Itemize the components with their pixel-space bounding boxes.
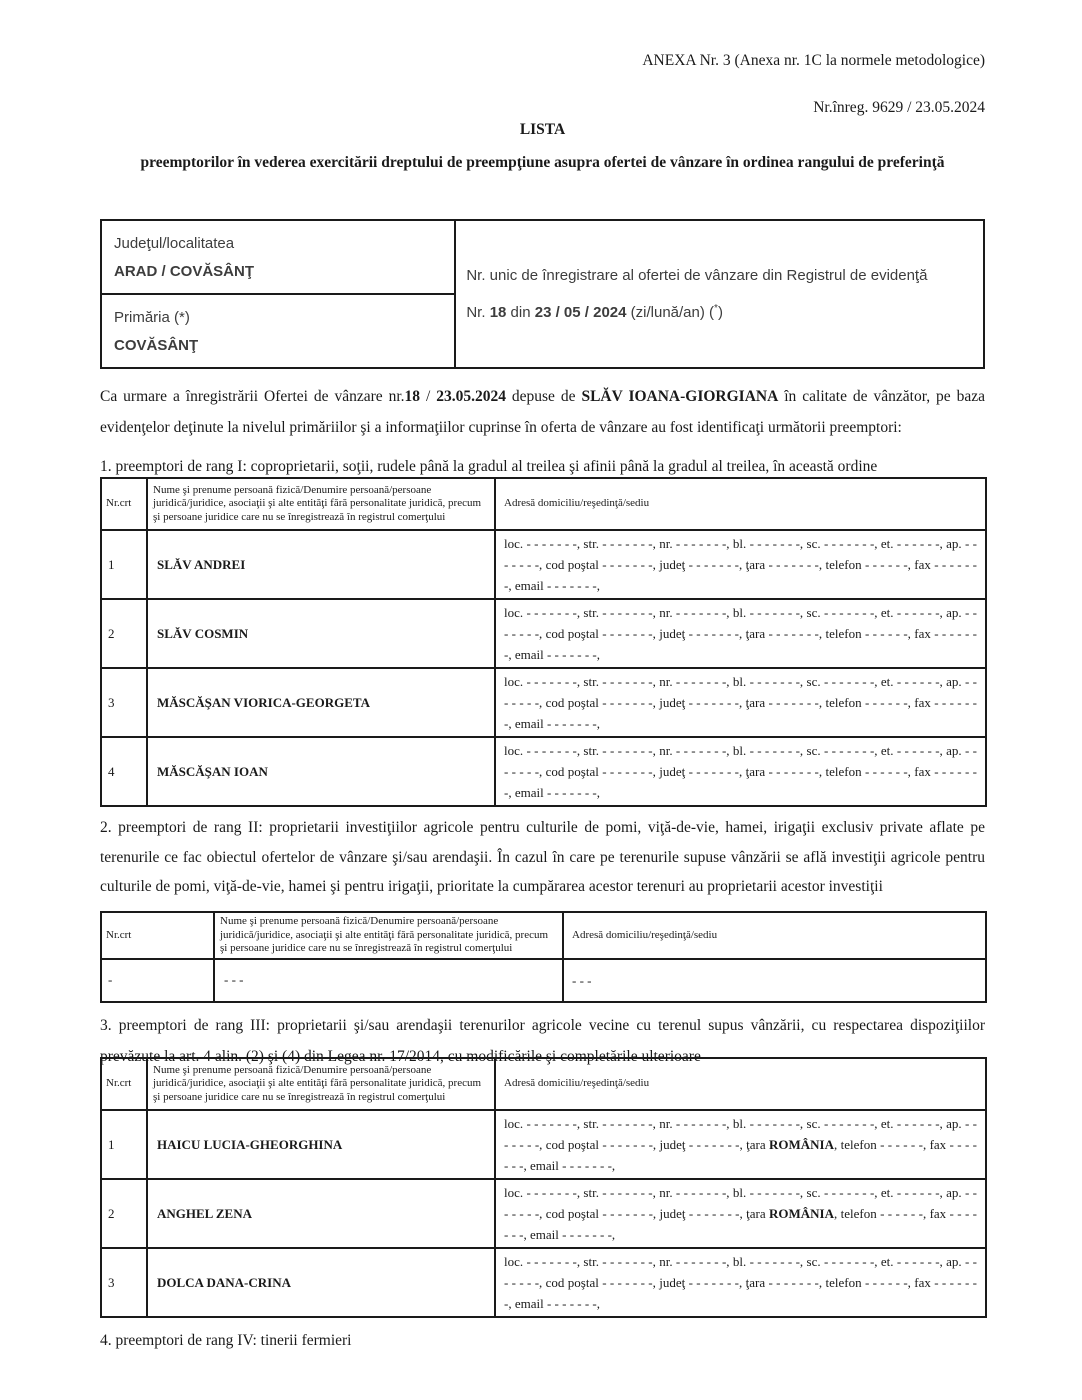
preemptor-name: DOLCA DANA-CRINA bbox=[147, 1248, 495, 1317]
nr-word: Nr. bbox=[466, 304, 486, 321]
rank2-header-row bbox=[101, 912, 986, 959]
address-country: - - - - - - - bbox=[768, 1275, 819, 1290]
rank3-table bbox=[100, 1057, 987, 1318]
offer-number: 18 bbox=[489, 304, 507, 321]
header-nr-crt: Nr.crt bbox=[101, 1058, 147, 1110]
rank3-header-row bbox=[101, 1058, 986, 1110]
row-number: 2 bbox=[101, 599, 147, 668]
address-post: , telefon - - - - - -, fax - - - - - - -, email - - - - - - -, bbox=[504, 557, 977, 593]
intro-paragraph bbox=[100, 381, 985, 443]
registration-info-table bbox=[100, 219, 985, 369]
address-pre: loc. - - - - - - -, str. - - - - - - -, nr. - - - - - - -, bl. - - - - - - -, sc. - - - - - - -, et. - - - - - -, ap. - - - - - - -, cod poştal - - - - - - -, judeţ - - - - - - -, ţara bbox=[504, 674, 977, 710]
rank1-header-row bbox=[101, 478, 986, 530]
address-post: , telefon - - - - - -, fax - - - - - - -, email - - - - - - -, bbox=[504, 764, 977, 800]
address-country: - - - - - - - bbox=[768, 695, 819, 710]
seller-name: SLĂV IOANA-GIORGIANA bbox=[581, 388, 779, 405]
section-rank3-heading: 3. preemptori de rang III: proprietarii şi/sau arendaşii terenurilor agricole vecine cu terenul supus vânzării, cu respectarea dispoziţiilor prevăzute la art. 4 alin. (2) şi (4) din Legea nr. 17/2014, cu modificările şi completările ulterioare bbox=[100, 1017, 985, 1065]
address-post: , telefon - - - - - -, fax - - - - - - -, email - - - - - - -, bbox=[504, 695, 977, 731]
intro-text-1: Ca urmare a înregistrării Ofertei de vânzare nr. bbox=[100, 388, 405, 405]
address-post: , telefon - - - - - -, fax - - - - - - -, email - - - - - - -, bbox=[504, 1137, 977, 1173]
row-number: 1 bbox=[101, 1110, 147, 1179]
row-number: 1 bbox=[101, 530, 147, 599]
din-word: din bbox=[506, 304, 535, 321]
header-address: Adresă domiciliu/reşedinţă/sediu bbox=[563, 912, 986, 959]
offer-date: 23 / 05 / 2024 bbox=[534, 304, 627, 321]
section-rank2-heading: 2. preemptori de rang II: proprietarii investiţiilor agricole pentru culturile de pomi, viţă-de-vie, hamei, irigaţii exclusiv private aflate pe terenurile ce fac obiectul ofertelor de vânzare şi/sau arendaşii. În cazul în care pe terenurile supuse vânzării se află investiţii agricole pentru culturile de pomi, viţă-de-vie, hamei şi pentru irigaţii, prioritate la cumpărarea acestor terenuri au proprietarii acestor investiţii bbox=[100, 819, 985, 895]
footnote-star: * bbox=[714, 303, 718, 314]
offer-number-line bbox=[466, 292, 969, 329]
preemptor-name: SLĂV COSMIN bbox=[147, 599, 495, 668]
row-number: 3 bbox=[101, 668, 147, 737]
intro-offer-number: 18 bbox=[404, 388, 421, 405]
address-pre: loc. - - - - - - -, str. - - - - - - -, nr. - - - - - - -, bl. - - - - - - -, sc. - - - - - - -, et. - - - - - -, ap. - - - - - - -, cod poştal - - - - - - -, judeţ - - - - - - -, ţara bbox=[504, 605, 977, 641]
preemptor-name: SLĂV ANDREI bbox=[147, 530, 495, 599]
cityhall-cell bbox=[101, 294, 455, 368]
anexa-heading: ANEXA Nr. 3 (Anexa nr. 1C la normele metodologice) bbox=[642, 52, 985, 69]
table-row bbox=[101, 737, 986, 806]
address-country: ROMÂNIA bbox=[768, 1206, 834, 1221]
address-pre: loc. - - - - - - -, str. - - - - - - -, nr. - - - - - - -, bl. - - - - - - -, sc. - - - - - - -, et. - - - - - -, ap. - - - - - - -, cod poştal - - - - - - -, judeţ - - - - - - -, ţara bbox=[504, 536, 977, 572]
intro-text-3: în calitate de vânzător, pe baza evidenţelor deţinute la nivelul primăriilor şi a informaţiilor cuprinse în oferta de vânzare au fost identificaţi următorii preemptori: bbox=[100, 388, 986, 436]
preemptor-name: MĂSCĂŞAN VIORICA-GEORGETA bbox=[147, 668, 495, 737]
table-row bbox=[101, 959, 986, 1002]
row-number: 2 bbox=[101, 1179, 147, 1248]
offer-registration-label: Nr. unic de înregistrare al ofertei de vânzare din Registrul de evidenţă bbox=[466, 267, 928, 284]
section-rank4-heading: 4. preemptori de rang IV: tinerii fermieri bbox=[100, 1332, 352, 1349]
address-post: , telefon - - - - - -, fax - - - - - - -, email - - - - - - -, bbox=[504, 626, 977, 662]
table-row bbox=[101, 1248, 986, 1317]
table-row bbox=[101, 530, 986, 599]
offer-registration-cell bbox=[455, 220, 984, 368]
intro-separator: / bbox=[420, 388, 437, 405]
registration-number-line: Nr.înreg. 9629 / 23.05.2024 bbox=[813, 99, 985, 116]
section-rank1-heading: 1. preemptori de rang I: coproprietarii, soţii, rudele până la gradul al treilea şi afinii până la gradul al treilea, în această ordine bbox=[100, 458, 878, 475]
address-country: - - - - - - - bbox=[768, 557, 819, 572]
preemptor-address: - - - bbox=[563, 959, 986, 1002]
document-subtitle: preemptorilor în vederea exercitării dreptului de preempţiune asupra ofertei de vânzare în ordinea rangului de preferinţă bbox=[140, 154, 945, 171]
preemptor-address bbox=[495, 1110, 986, 1179]
table-row bbox=[101, 599, 986, 668]
preemptor-name: ANGHEL ZENA bbox=[147, 1179, 495, 1248]
header-name: Nume şi prenume persoană fizică/Denumire persoană/persoane juridică/juridice, asociaţii şi alte entităţi fără personalitate juridică, precum şi persoane juridice care nu se înregistrează în registrul comerţului bbox=[147, 1058, 495, 1110]
county-row bbox=[101, 220, 984, 294]
address-pre: loc. - - - - - - -, str. - - - - - - -, nr. - - - - - - -, bl. - - - - - - -, sc. - - - - - - -, et. - - - - - -, ap. - - - - - - -, cod poştal - - - - - - -, judeţ - - - - - - -, ţara bbox=[504, 743, 977, 779]
address-pre: loc. - - - - - - -, str. - - - - - - -, nr. - - - - - - -, bl. - - - - - - -, sc. - - - - - - -, et. - - - - - -, ap. - - - - - - -, cod poştal - - - - - - -, judeţ - - - - - - -, ţara bbox=[504, 1254, 977, 1290]
preemptor-name: HAICU LUCIA-GHEORGHINA bbox=[147, 1110, 495, 1179]
address-pre: loc. - - - - - - -, str. - - - - - - -, nr. - - - - - - -, bl. - - - - - - -, sc. - - - - - - -, et. - - - - - -, ap. - - - - - - -, cod poştal - - - - - - -, judeţ - - - - - - -, ţara bbox=[504, 1116, 977, 1152]
preemptor-address bbox=[495, 530, 986, 599]
address-country: - - - - - - - bbox=[768, 764, 819, 779]
preemptor-name: MĂSCĂŞAN IOAN bbox=[147, 737, 495, 806]
row-number: 4 bbox=[101, 737, 147, 806]
address-country: - - - - - - - bbox=[768, 626, 819, 641]
address-pre: loc. - - - - - - -, str. - - - - - - -, nr. - - - - - - -, bl. - - - - - - -, sc. - - - - - - -, et. - - - - - -, ap. - - - - - - -, cod poştal - - - - - - -, judeţ - - - - - - -, ţara bbox=[504, 1185, 977, 1221]
header-name: Nume şi prenume persoană fizică/Denumire persoană/persoane juridică/juridice, asociaţii şi alte entităţi fără personalitate juridică, precum şi persoane juridice care nu se înregistrează în registrul comerţului bbox=[147, 478, 495, 530]
county-value: ARAD / COVĂSÂNŢ bbox=[114, 263, 255, 280]
intro-text-2: depuse de bbox=[505, 388, 582, 405]
table-row bbox=[101, 1110, 986, 1179]
preemptor-address bbox=[495, 1248, 986, 1317]
county-cell bbox=[101, 220, 455, 294]
preemptor-address bbox=[495, 737, 986, 806]
document-title: LISTA bbox=[519, 121, 566, 138]
date-format-note: (zi/lună/an) ( bbox=[626, 304, 715, 321]
intro-offer-date: 23.05.2024 bbox=[436, 388, 506, 405]
paren-close: ) bbox=[717, 304, 723, 321]
header-address: Adresă domiciliu/reşedinţă/sediu bbox=[495, 1058, 986, 1110]
table-row bbox=[101, 1179, 986, 1248]
address-country: ROMÂNIA bbox=[768, 1137, 834, 1152]
preemptor-address bbox=[495, 599, 986, 668]
preemptor-name: - - - bbox=[214, 959, 563, 1002]
county-label: Judeţul/localitatea bbox=[114, 235, 235, 252]
address-post: , telefon - - - - - -, fax - - - - - - -, email - - - - - - -, bbox=[504, 1206, 977, 1242]
rank1-table bbox=[100, 477, 987, 807]
cityhall-value: COVĂSÂNŢ bbox=[114, 337, 199, 354]
preemptor-address bbox=[495, 1179, 986, 1248]
row-number: 3 bbox=[101, 1248, 147, 1317]
table-row bbox=[101, 668, 986, 737]
preemptor-address bbox=[495, 668, 986, 737]
header-nr-crt: Nr.crt bbox=[101, 912, 214, 959]
address-post: , telefon - - - - - -, fax - - - - - - -, email - - - - - - -, bbox=[504, 1275, 977, 1311]
cityhall-label: Primăria (*) bbox=[114, 309, 190, 326]
row-number: - bbox=[101, 959, 214, 1002]
header-nr-crt: Nr.crt bbox=[101, 478, 147, 530]
header-address: Adresă domiciliu/reşedinţă/sediu bbox=[495, 478, 986, 530]
header-name: Nume şi prenume persoană fizică/Denumire persoană/persoane juridică/juridice, asociaţii şi alte entităţi fără personalitate juridică, precum şi persoane juridice care nu se înregistrează în registrul comerţului bbox=[214, 912, 563, 959]
rank2-table bbox=[100, 911, 987, 1003]
